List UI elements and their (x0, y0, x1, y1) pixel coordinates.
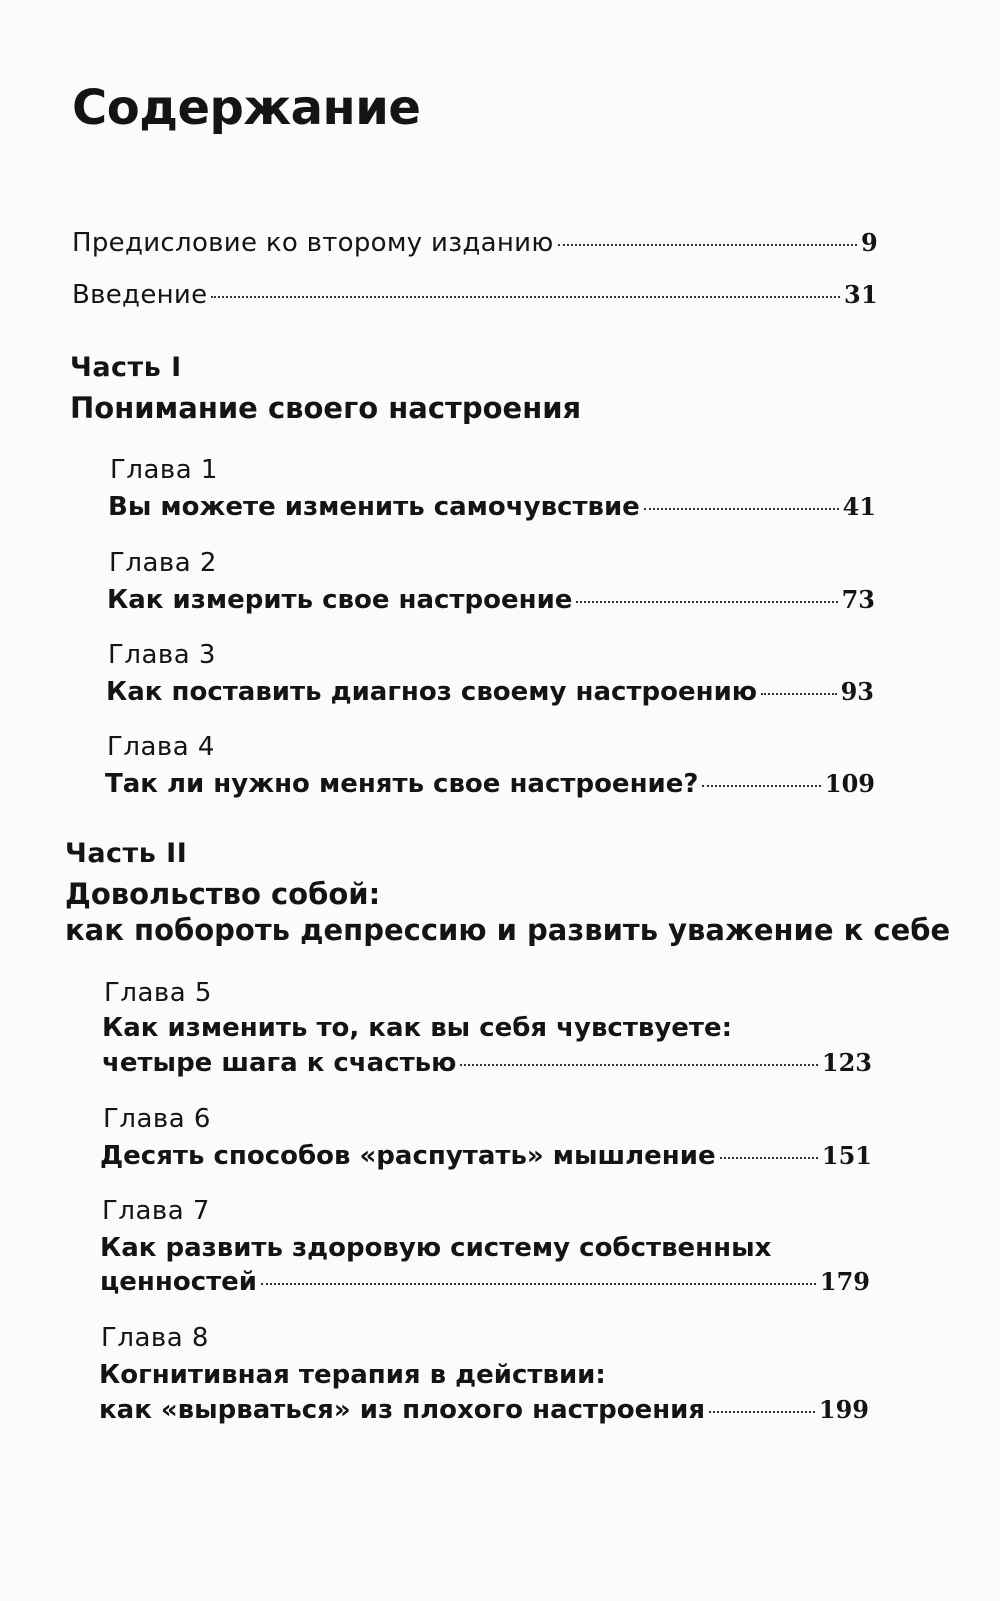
page-number: 151 (821, 1141, 872, 1170)
part-label: Часть I (70, 352, 182, 383)
chapter-title-line-1: Когнитивная терапия в действии: (99, 1360, 606, 1390)
toc-entry-introduction[interactable] (72, 280, 878, 310)
part-label: Часть II (65, 838, 188, 869)
toc-entry-preface[interactable] (72, 228, 878, 258)
chapter-title: Десять способов «распутать» мышление (100, 1141, 716, 1171)
dot-leader (702, 785, 820, 787)
chapter-number: Глава 3 (108, 640, 216, 670)
toc-entry-chapter-5[interactable] (102, 1048, 872, 1078)
chapter-title-line-1: Как развить здоровую систему собственных (100, 1233, 772, 1263)
page-number: 9 (861, 228, 878, 257)
chapter-title-line-2: четыре шага к счастью (102, 1048, 457, 1078)
dot-leader (761, 693, 837, 695)
page-number: 109 (824, 769, 875, 798)
chapter-title-line-2: ценностей (100, 1267, 258, 1297)
dot-leader (211, 296, 840, 298)
dot-leader (261, 1283, 816, 1285)
dot-leader (644, 508, 839, 510)
chapter-title: Как измерить свое настроение (107, 585, 573, 615)
chapter-number: Глава 5 (104, 978, 212, 1008)
dot-leader (558, 244, 857, 246)
chapter-number: Глава 8 (101, 1323, 209, 1353)
toc-entry-chapter-6[interactable] (100, 1141, 872, 1171)
page-number: 73 (841, 585, 875, 614)
toc-entry-chapter-4[interactable] (105, 769, 875, 799)
page-number: 93 (840, 677, 874, 706)
page-number: 179 (819, 1267, 870, 1296)
chapter-title-line-2: как «вырваться» из плохого настроения (99, 1395, 706, 1425)
toc-entry-chapter-3[interactable] (106, 677, 874, 707)
toc-entry-chapter-7[interactable] (100, 1267, 870, 1297)
part-title-line-2: как побороть депрессию и развить уважение к себе (65, 913, 951, 947)
toc-entry-chapter-1[interactable] (108, 492, 876, 522)
chapter-number: Глава 7 (102, 1196, 210, 1226)
chapter-number: Глава 1 (110, 455, 218, 485)
dot-leader (576, 601, 837, 603)
chapter-number: Глава 4 (107, 732, 215, 762)
page-number: 199 (818, 1395, 869, 1424)
page-title: Содержание (72, 80, 421, 136)
chapter-title: Как поставить диагноз своему настроению (106, 677, 758, 707)
page-number: 41 (842, 492, 876, 521)
page-number: 123 (821, 1048, 872, 1077)
chapter-number: Глава 6 (103, 1104, 211, 1134)
dot-leader (720, 1157, 818, 1159)
toc-entry-label: Введение (72, 280, 208, 310)
toc-entry-chapter-8[interactable] (99, 1395, 869, 1425)
dot-leader (709, 1411, 815, 1413)
toc-entry-label: Предисловие ко второму изданию (72, 228, 554, 258)
chapter-number: Глава 2 (109, 548, 217, 578)
chapter-title: Так ли нужно менять свое настроение? (105, 769, 699, 799)
part-title: Понимание своего настроения (70, 391, 582, 425)
toc-entry-chapter-2[interactable] (107, 585, 875, 615)
chapter-title-line-1: Как изменить то, как вы себя чувствуете: (102, 1013, 733, 1043)
part-title-line-1: Довольство собой: (65, 877, 381, 911)
dot-leader (460, 1064, 817, 1066)
page-number: 31 (844, 280, 878, 309)
chapter-title: Вы можете изменить самочувствие (108, 492, 640, 522)
